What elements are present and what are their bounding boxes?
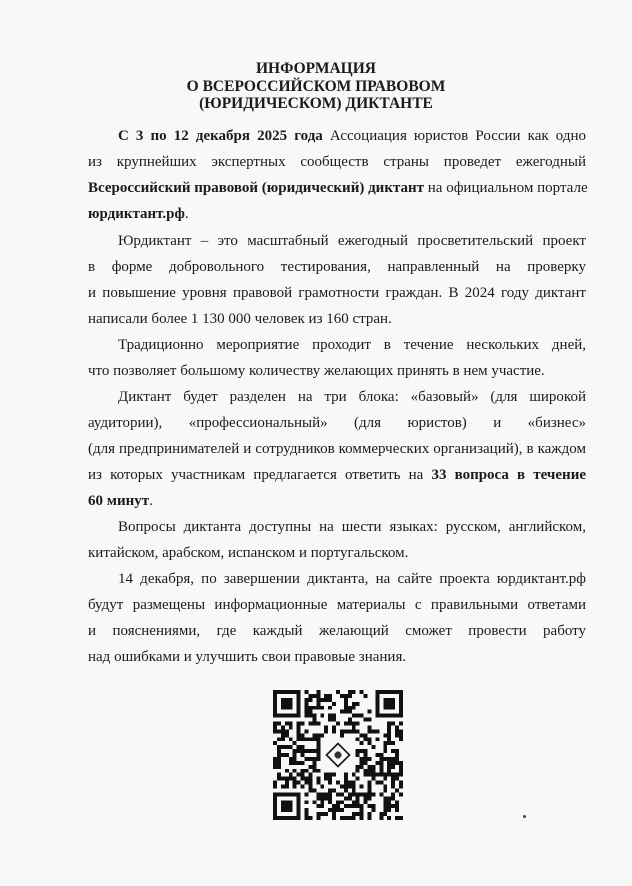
paragraph-languages: Вопросы диктанта доступны на шести языках: русском, английском, китайском, арабском, испанском и португальском. xyxy=(88,519,586,561)
minutes-bold: 60 минут xyxy=(88,493,150,509)
paragraph-about: Юрдиктант – это масштабный ежегодный просветительский проект в форме добровольного тестирования, направленный на проверку и повышение уровня правовой грамотности граждан. В 2024 году диктант написали более 1 130 000 человек из 160 стран. xyxy=(88,233,586,327)
questions-bold: 33 вопроса в течение xyxy=(431,467,586,483)
document-title xyxy=(0,60,632,113)
paragraph-dates: С 3 по 12 декабря 2025 года Ассоциация юристов России как одно из крупнейших экспертных сообществ страны проведет ежегодный Всероссийский правовой (юридический) диктант на официальном портале юрдиктант.рф. xyxy=(88,128,588,222)
qr-code-icon[interactable] xyxy=(273,690,403,820)
paragraph-results: 14 декабря, по завершении диктанта, на сайте проекта юрдиктант.рф будут размещены информационные материалы с правильными ответами и пояснениями, где каждый желающий сможет провести работу над ошибками и улучшить свои правовые знания. xyxy=(88,571,586,665)
scan-speck xyxy=(523,815,526,818)
title-line-1: ИНФОРМАЦИЯ xyxy=(256,60,376,77)
dates-bold: С 3 по 12 декабря 2025 года xyxy=(118,128,323,144)
title-line-3: (ЮРИДИЧЕСКОМ) ДИКТАНТЕ xyxy=(199,95,433,112)
portal-bold: юрдиктант.рф xyxy=(88,206,185,222)
title-line-2: О ВСЕРОССИЙСКОМ ПРАВОВОМ xyxy=(186,77,446,95)
dictation-name-bold: Всероссийский правовой (юридический) диктант xyxy=(88,180,425,196)
qr-logo-icon xyxy=(324,741,352,769)
paragraph-tradition: Традиционно мероприятие проходит в течение нескольких дней, что позволяет большому количеству желающих принять в нем участие. xyxy=(88,337,586,379)
paragraph-blocks: Диктант будет разделен на три блока: «базовый» (для широкой аудитории), «профессиональный» (для юристов) и «бизнес» (для предпринимателей и сотрудников коммерческих организаций), в каждом из которых участникам предлагается ответить на 33 вопроса в течение 60 минут. xyxy=(88,389,586,509)
